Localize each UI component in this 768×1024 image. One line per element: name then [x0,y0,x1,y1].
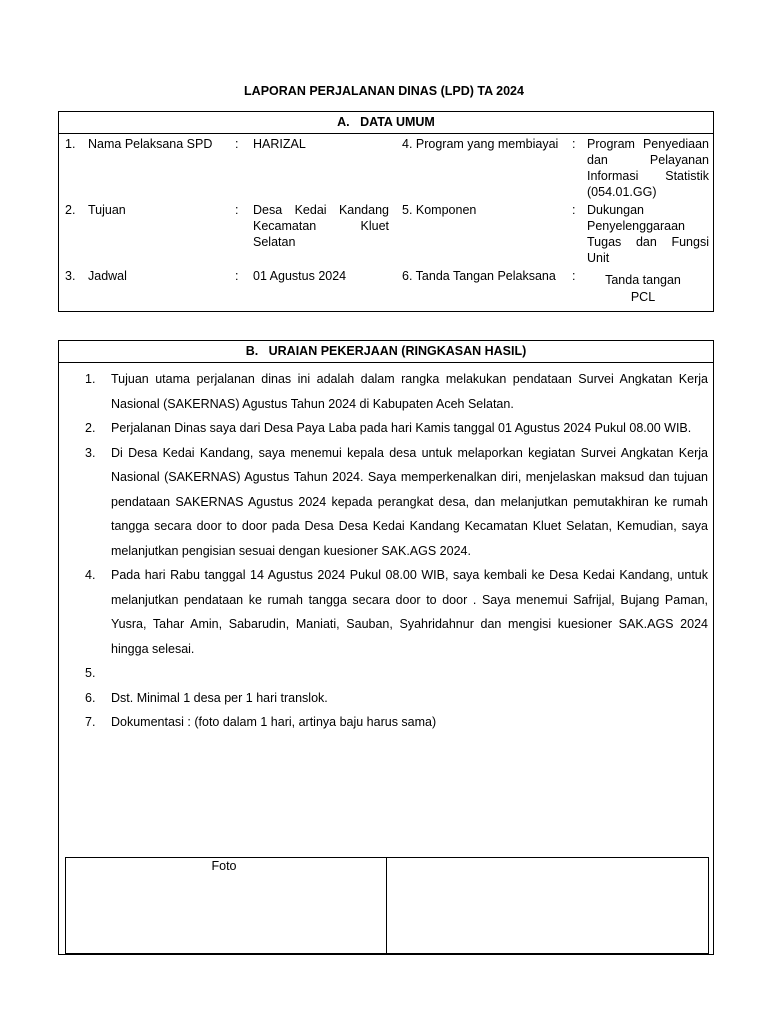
list-item [59,661,713,686]
item-text: Tujuan utama perjalanan dinas ini adalah dalam rangka melakukan pendataan Survei Angkatan Kerja Nasional (SAKERNAS) Agustus Tahun 2024 di Kabupaten Aceh Selatan. [111,372,708,411]
field-label: Tujuan [88,203,126,217]
field-label: Nama Pelaksana SPD [88,137,213,151]
field-value: Program Penyediaan dan Pelayanan Informasi Statistik (054.01.GG) [587,137,709,199]
colon: : [572,269,576,283]
photo-table [65,857,709,954]
row-number: 2. [65,203,76,217]
item-text: Dokumentasi : (foto dalam 1 hari, artinya baju harus sama) [111,715,437,729]
colon: : [572,203,576,217]
photo-label: Foto [211,859,237,873]
section-b-heading: B. URAIAN PEKERJAAN (RINGKASAN HASIL) [59,341,713,363]
field-value: Dukungan Penyelenggaraan Tugas dan Fungsi Unit [587,203,709,265]
item-number: 6. [85,690,96,705]
item-number: 2. [85,421,96,435]
item-text: Pada hari Rabu tanggal 14 Agustus 2024 Pukul 08.00 WIB, saya kembali ke Desa Kedai Kandang, untuk melanjutkan pendataan ke rumah tangga secara door to door . Saya menemui Safrijal, Bujang Paman, Yusra, Tahar Amin, Sabarudin, Maniati, Sauban, Syahridahnur dan mengisi kuesioner SAK.AGS 2024 hingga selesai. [111,568,708,656]
list-item [59,367,713,416]
photo-cell-right [387,858,708,953]
colon: : [235,137,239,151]
list-item [59,686,713,711]
section-uraian-pekerjaan [58,340,714,955]
section-a-heading: A. DATA UMUM [59,112,713,134]
list-item [59,441,713,564]
item-text: Perjalanan Dinas saya dari Desa Paya Laba pada hari Kamis tanggal 01 Agustus 2024 Pukul 08.00 WIB. [111,421,692,435]
list-item [59,563,713,661]
field-label: 4. Program yang membiayai [402,137,559,151]
colon: : [235,203,239,217]
colon: : [235,269,239,283]
section-data-umum [58,111,714,312]
item-text [111,661,708,686]
item-number: 5. [85,666,96,680]
row-number: 1. [65,137,76,151]
field-value: 01 Agustus 2024 [253,269,347,283]
list-item [59,710,713,735]
row-number: 3. [65,269,76,283]
signature-label: Tanda tangan [605,273,681,287]
list-item [59,416,713,441]
colon: : [572,137,576,151]
item-text: Dst. Minimal 1 desa per 1 hari translok. [111,690,328,705]
field-value: HARIZAL [253,137,306,151]
item-number: 1. [85,372,96,386]
document-title: LAPORAN PERJALANAN DINAS (LPD) TA 2024 [244,84,524,98]
item-number: 4. [85,568,96,582]
field-label: Jadwal [88,269,127,283]
signature-role: PCL [630,290,656,304]
signature-area [587,272,699,306]
item-number: 7. [85,715,96,729]
photo-cell-left [66,858,387,953]
field-value: Desa Kedai Kandang Kecamatan Kluet Selatan [253,203,389,249]
item-number: 3. [85,445,96,460]
item-text: Di Desa Kedai Kandang, saya menemui kepala desa untuk melaporkan kegiatan Survei Angkatan Kerja Nasional (SAKERNAS) Agustus Tahun 2024. Saya memperkenalkan diri, menjelaskan maksud dan tujuan pendataan SAKERNAS Agustus 2024 kepada perangkat desa, dan melanjutkan pemutakhiran ke rumah tangga secara door to door pada Desa Desa Kedai Kandang Kecamatan Kluet Selatan, Kemudian, saya melanjutkan pengisian sesuai dengan kuesioner SAK.AGS 2024. [111,445,708,558]
work-summary-list [59,367,713,735]
field-label: 6. Tanda Tangan Pelaksana [402,269,556,283]
field-label: 5. Komponen [402,203,477,217]
